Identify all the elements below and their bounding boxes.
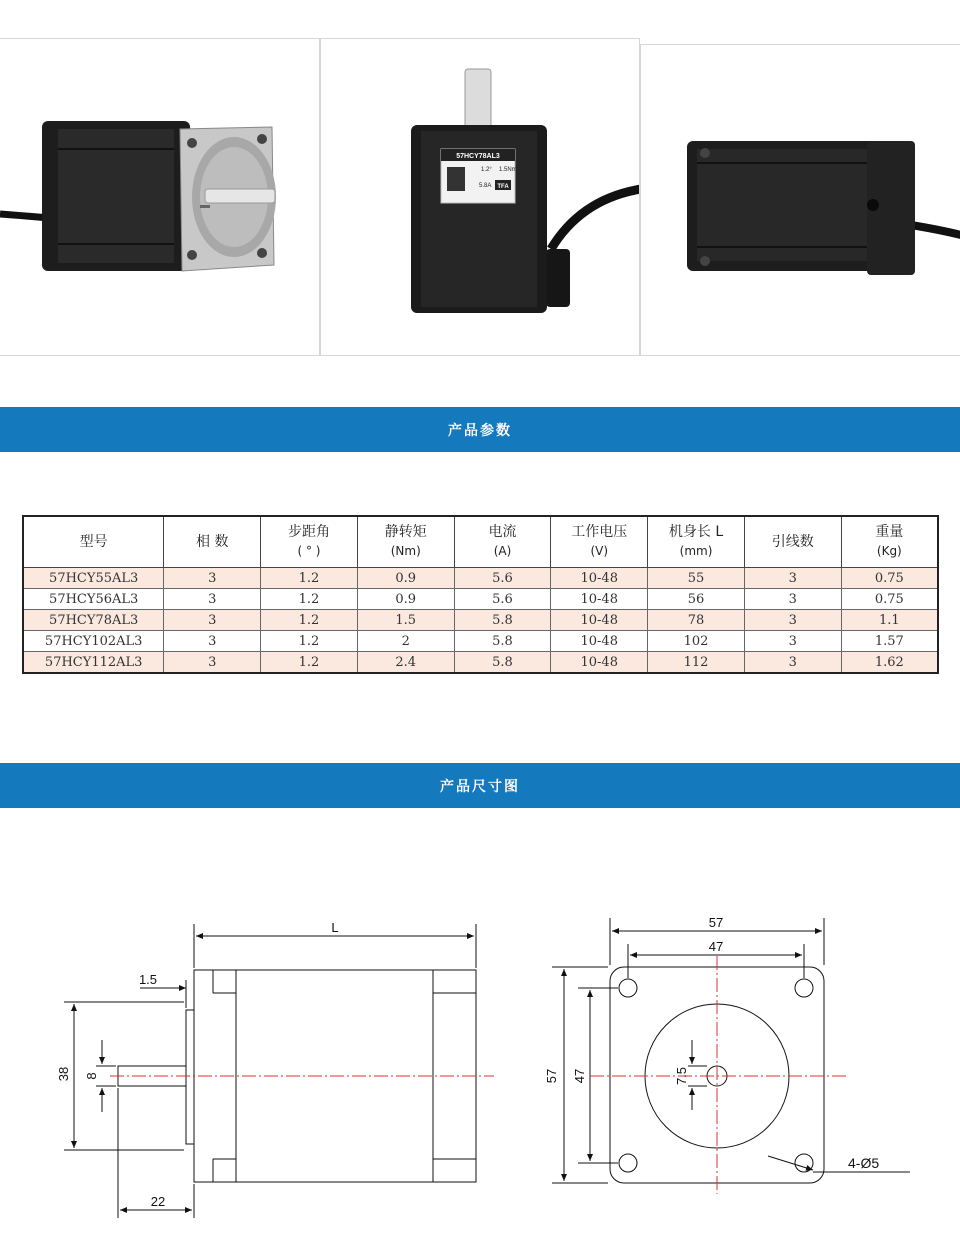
table-cell: 3 [744, 589, 841, 610]
table-row [23, 652, 938, 674]
dim-front-width: 57 [708, 915, 724, 930]
table-cell: 2.4 [357, 652, 454, 674]
table-cell: 5.6 [454, 568, 551, 589]
table-cell: 5.8 [454, 610, 551, 631]
front-view [552, 918, 910, 1183]
table-cell: 57HCY56AL3 [23, 589, 164, 610]
label-brand: TFA [497, 184, 509, 190]
dim-front-shaft: 7.5 [674, 1066, 689, 1086]
section-banner-params [0, 407, 960, 452]
dim-shaft-dia: 8 [84, 1072, 99, 1080]
table-cell: 5.8 [454, 631, 551, 652]
table-cell: 56 [648, 589, 745, 610]
dim-flange: 1.5 [138, 972, 158, 987]
table-header-row [23, 516, 938, 568]
header-phases: 相 数 [164, 516, 261, 568]
table-row [23, 610, 938, 631]
table-cell: 10-48 [551, 652, 648, 674]
product-photo-front [0, 38, 320, 356]
table-cell: 3 [744, 568, 841, 589]
section-title-params: 产品参数 [448, 422, 512, 439]
table-cell: 112 [648, 652, 745, 674]
header-voltage: 工作电压 (V) [551, 516, 648, 568]
dim-hole-spacing: 47 [708, 939, 724, 954]
table-row [23, 589, 938, 610]
table-cell: 57HCY55AL3 [23, 568, 164, 589]
table-cell: 3 [744, 631, 841, 652]
table-cell: 1.2 [261, 610, 358, 631]
header-body-length: 机身长 L (mm) [648, 516, 745, 568]
header-lead-count: 引线数 [744, 516, 841, 568]
table-cell: 102 [648, 631, 745, 652]
table-row [23, 631, 938, 652]
header-weight: 重量 (Kg) [841, 516, 938, 568]
table-cell: 10-48 [551, 631, 648, 652]
table-cell: 57HCY102AL3 [23, 631, 164, 652]
table-cell: 0.75 [841, 568, 938, 589]
header-current: 电流 (A) [454, 516, 551, 568]
header-holding-torque: 静转矩 (Nm) [357, 516, 454, 568]
table-cell: 3 [744, 610, 841, 631]
table-cell: 1.1 [841, 610, 938, 631]
table-cell: 3 [744, 652, 841, 674]
dim-hole-spacing-v: 47 [572, 1068, 587, 1084]
table-cell: 10-48 [551, 589, 648, 610]
table-cell: 2 [357, 631, 454, 652]
table-cell: 3 [164, 652, 261, 674]
brand-logo-icon [447, 167, 465, 191]
table-cell: 10-48 [551, 568, 648, 589]
table-cell: 1.2 [261, 631, 358, 652]
dim-shaft-length: 22 [150, 1194, 166, 1209]
table-cell: 57HCY78AL3 [23, 610, 164, 631]
table-cell: 78 [648, 610, 745, 631]
table-cell: 0.75 [841, 589, 938, 610]
table-cell: 3 [164, 610, 261, 631]
table-cell: 5.8 [454, 652, 551, 674]
section-title-dims: 产品尺寸图 [440, 778, 520, 795]
dim-length: L [331, 920, 339, 935]
table-row [23, 568, 938, 589]
table-cell: 3 [164, 631, 261, 652]
label-current: 5.8A [479, 183, 492, 189]
table-cell: 0.9 [357, 589, 454, 610]
dim-holes: 4-Ø5 [848, 1155, 880, 1171]
table-cell: 55 [648, 568, 745, 589]
dimension-drawing [0, 900, 960, 1230]
table-cell: 5.6 [454, 589, 551, 610]
header-step-angle: 步距角 ( ° ) [261, 516, 358, 568]
dim-height-side: 38 [56, 1066, 71, 1082]
table-cell: 57HCY112AL3 [23, 652, 164, 674]
params-table [22, 515, 939, 674]
table-cell: 1.2 [261, 652, 358, 674]
table-cell: 3 [164, 589, 261, 610]
product-photo-label [320, 38, 640, 356]
table-cell: 0.9 [357, 568, 454, 589]
product-photo-back [640, 44, 960, 356]
table-cell: 1.2 [261, 568, 358, 589]
header-model: 型号 [23, 516, 164, 568]
table-cell: 1.2 [261, 589, 358, 610]
table-cell: 1.62 [841, 652, 938, 674]
label-step: 1.2° [481, 167, 492, 173]
side-view [64, 924, 476, 1218]
table-cell: 3 [164, 568, 261, 589]
table-cell: 10-48 [551, 610, 648, 631]
table-cell: 1.5 [357, 610, 454, 631]
table-cell: 1.57 [841, 631, 938, 652]
section-banner-dims [0, 763, 960, 808]
label-torque: 1.5Nm [499, 167, 517, 173]
dim-front-height: 57 [544, 1068, 559, 1084]
label-model: 57HCY78AL3 [456, 153, 500, 160]
